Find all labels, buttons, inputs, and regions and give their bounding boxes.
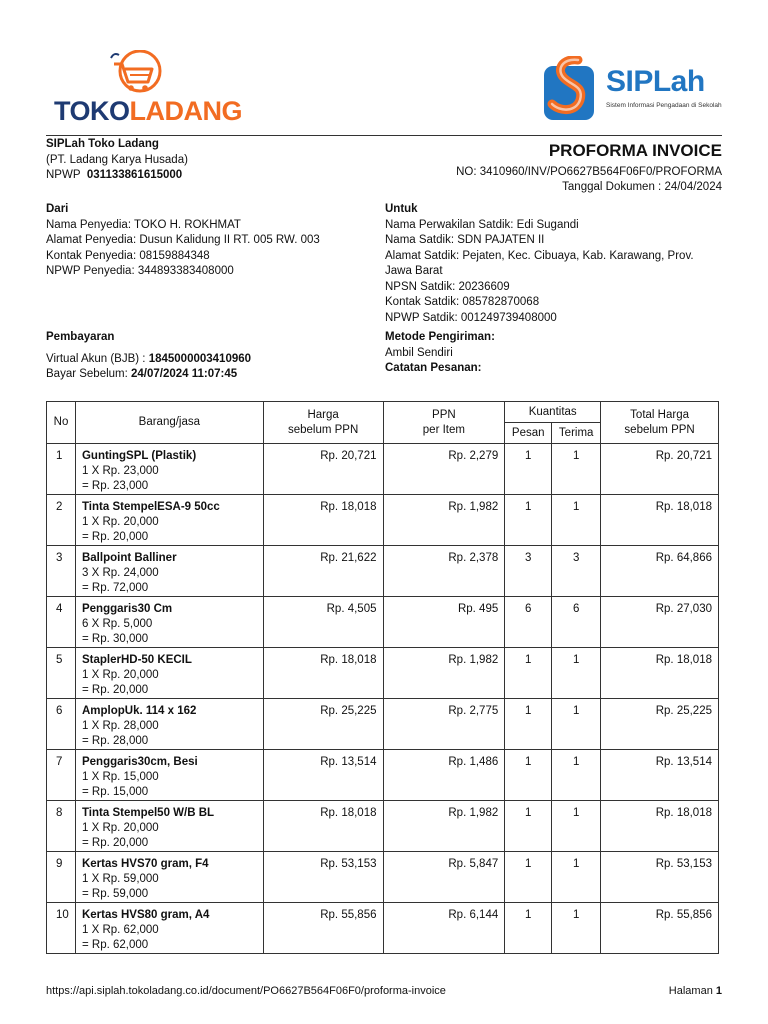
row-no: 5 bbox=[47, 648, 76, 699]
header-ppn: PPN per Item bbox=[383, 402, 505, 444]
row-received: 1 bbox=[552, 750, 601, 801]
seller-name: SIPLah Toko Ladang bbox=[46, 138, 159, 150]
pay-before: Bayar Sebelum: 24/07/2024 11:07:45 bbox=[46, 368, 238, 380]
row-ordered: 1 bbox=[505, 903, 552, 954]
row-item bbox=[75, 801, 263, 852]
item-qty-line: 1 X Rp. 28,000 bbox=[81, 720, 159, 732]
row-received: 1 bbox=[552, 903, 601, 954]
table-row bbox=[47, 444, 719, 495]
item-sum-line: = Rp. 30,000 bbox=[81, 633, 149, 645]
page-number: Halaman 1 bbox=[668, 985, 722, 997]
row-no: 1 bbox=[47, 444, 76, 495]
table-row bbox=[47, 750, 719, 801]
item-qty-line: 6 X Rp. 5,000 bbox=[81, 618, 153, 630]
row-ordered: 1 bbox=[505, 750, 552, 801]
item-qty-line: 1 X Rp. 20,000 bbox=[81, 516, 159, 528]
item-name: Ballpoint Balliner bbox=[81, 552, 177, 564]
row-ppn: Rp. 2,378 bbox=[383, 546, 505, 597]
row-ordered: 1 bbox=[505, 699, 552, 750]
row-ppn: Rp. 1,982 bbox=[383, 495, 505, 546]
row-price: Rp. 55,856 bbox=[263, 903, 383, 954]
row-no: 2 bbox=[47, 495, 76, 546]
to-line: NPSN Satdik: 20236609 bbox=[385, 280, 510, 293]
item-sum-line: = Rp. 20,000 bbox=[81, 837, 149, 849]
item-name: Tinta StempelESA-9 50cc bbox=[81, 501, 220, 513]
seller-npwp: NPWP 031133861615000 bbox=[46, 169, 183, 181]
row-ordered: 1 bbox=[505, 444, 552, 495]
table-row bbox=[47, 597, 719, 648]
item-name: Kertas HVS70 gram, F4 bbox=[81, 858, 209, 870]
item-qty-line: 1 X Rp. 20,000 bbox=[81, 669, 159, 681]
row-total: Rp. 53,153 bbox=[601, 852, 719, 903]
shipping-heading: Metode Pengiriman: bbox=[385, 331, 495, 343]
from-line: NPWP Penyedia: 344893383408000 bbox=[46, 265, 234, 277]
header-total: Total Harga sebelum PPN bbox=[601, 402, 719, 444]
row-ordered: 1 bbox=[505, 648, 552, 699]
tokoladang-wordmark: TOKOLADANG bbox=[54, 96, 243, 126]
item-sum-line: = Rp. 62,000 bbox=[81, 939, 149, 951]
row-ordered: 3 bbox=[505, 546, 552, 597]
row-total: Rp. 64,866 bbox=[601, 546, 719, 597]
row-ppn: Rp. 1,486 bbox=[383, 750, 505, 801]
to-heading: Untuk bbox=[385, 203, 418, 215]
table-row bbox=[47, 546, 719, 597]
row-no: 7 bbox=[47, 750, 76, 801]
row-ordered: 6 bbox=[505, 597, 552, 648]
items-table bbox=[46, 401, 719, 954]
row-total: Rp. 18,018 bbox=[601, 648, 719, 699]
row-no: 8 bbox=[47, 801, 76, 852]
to-line: Nama Perwakilan Satdik: Edi Sugandi bbox=[385, 218, 579, 231]
row-no: 4 bbox=[47, 597, 76, 648]
item-name: StaplerHD-50 KECIL bbox=[81, 654, 192, 666]
siplah-logo bbox=[540, 56, 730, 128]
row-no: 9 bbox=[47, 852, 76, 903]
row-no: 10 bbox=[47, 903, 76, 954]
from-line: Kontak Penyedia: 08159884348 bbox=[46, 249, 210, 262]
row-received: 6 bbox=[552, 597, 601, 648]
header-price: Harga sebelum PPN bbox=[263, 402, 383, 444]
row-received: 1 bbox=[552, 444, 601, 495]
item-sum-line: = Rp. 20,000 bbox=[81, 684, 149, 696]
seller-company: (PT. Ladang Karya Husada) bbox=[46, 153, 188, 166]
invoice-number: NO: 3410960/INV/PO6627B564F06F0/PROFORMA bbox=[456, 166, 722, 178]
row-price: Rp. 13,514 bbox=[263, 750, 383, 801]
item-qty-line: 3 X Rp. 24,000 bbox=[81, 567, 159, 579]
order-notes-heading: Catatan Pesanan: bbox=[385, 362, 482, 374]
header-received: Terima bbox=[552, 423, 601, 444]
item-sum-line: = Rp. 59,000 bbox=[81, 888, 149, 900]
row-item bbox=[75, 597, 263, 648]
item-sum-line: = Rp. 23,000 bbox=[81, 480, 149, 492]
row-ppn: Rp. 1,982 bbox=[383, 648, 505, 699]
shipping-section bbox=[385, 330, 495, 377]
row-received: 1 bbox=[552, 852, 601, 903]
row-total: Rp. 20,721 bbox=[601, 444, 719, 495]
to-line: Nama Satdik: SDN PAJATEN II bbox=[385, 234, 545, 246]
to-section bbox=[385, 202, 694, 326]
document-url: https://api.siplah.tokoladang.co.id/document/PO6627B564F06F0/proforma-invoice bbox=[46, 985, 446, 997]
row-ppn: Rp. 2,775 bbox=[383, 699, 505, 750]
header-no: No bbox=[47, 402, 76, 444]
table-row bbox=[47, 903, 719, 954]
item-qty-line: 1 X Rp. 62,000 bbox=[81, 924, 159, 936]
row-ppn: Rp. 495 bbox=[383, 597, 505, 648]
row-item bbox=[75, 648, 263, 699]
item-qty-line: 1 X Rp. 23,000 bbox=[81, 465, 159, 477]
siplah-brand: SIPLah bbox=[606, 65, 705, 98]
row-received: 1 bbox=[552, 801, 601, 852]
row-received: 1 bbox=[552, 495, 601, 546]
item-sum-line: = Rp. 72,000 bbox=[81, 582, 149, 594]
to-line: Kontak Satdik: 085782870068 bbox=[385, 296, 540, 308]
row-item bbox=[75, 852, 263, 903]
row-item bbox=[75, 444, 263, 495]
shipping-method: Ambil Sendiri bbox=[385, 346, 453, 359]
item-qty-line: 1 X Rp. 20,000 bbox=[81, 822, 159, 834]
row-ppn: Rp. 6,144 bbox=[383, 903, 505, 954]
row-received: 1 bbox=[552, 699, 601, 750]
header-divider bbox=[46, 135, 722, 136]
table-row bbox=[47, 495, 719, 546]
to-line: Jawa Barat bbox=[385, 265, 443, 277]
item-sum-line: = Rp. 15,000 bbox=[81, 786, 149, 798]
virtual-account: Virtual Akun (BJB) : 1845000003410960 bbox=[46, 352, 252, 365]
row-item bbox=[75, 750, 263, 801]
seller-info bbox=[46, 137, 188, 184]
item-name: Penggaris30 Cm bbox=[81, 603, 173, 615]
row-ordered: 1 bbox=[505, 495, 552, 546]
row-received: 3 bbox=[552, 546, 601, 597]
row-no: 6 bbox=[47, 699, 76, 750]
item-name: Tinta Stempel50 W/B BL bbox=[81, 807, 215, 819]
tokoladang-logo bbox=[52, 48, 243, 130]
row-item bbox=[75, 546, 263, 597]
row-price: Rp. 4,505 bbox=[263, 597, 383, 648]
row-price: Rp. 53,153 bbox=[263, 852, 383, 903]
header-item: Barang/jasa bbox=[75, 402, 263, 444]
row-no: 3 bbox=[47, 546, 76, 597]
row-total: Rp. 55,856 bbox=[601, 903, 719, 954]
header-ordered: Pesan bbox=[505, 423, 552, 444]
invoice-title: PROFORMA INVOICE bbox=[548, 141, 722, 160]
siplah-tagline: Sistem Informasi Pengadaan di Sekolah bbox=[606, 102, 722, 109]
row-price: Rp. 18,018 bbox=[263, 495, 383, 546]
row-price: Rp. 25,225 bbox=[263, 699, 383, 750]
to-line: Alamat Satdik: Pejaten, Kec. Cibuaya, Kab. Karawang, Prov. bbox=[385, 249, 694, 262]
row-item bbox=[75, 699, 263, 750]
row-total: Rp. 18,018 bbox=[601, 801, 719, 852]
row-total: Rp. 27,030 bbox=[601, 597, 719, 648]
item-qty-line: 1 X Rp. 59,000 bbox=[81, 873, 159, 885]
siplah-mark-icon bbox=[540, 56, 602, 126]
row-price: Rp. 21,622 bbox=[263, 546, 383, 597]
invoice-date: Tanggal Dokumen : 24/04/2024 bbox=[562, 181, 722, 193]
row-ordered: 1 bbox=[505, 801, 552, 852]
item-sum-line: = Rp. 20,000 bbox=[81, 531, 149, 543]
row-item bbox=[75, 903, 263, 954]
item-name: AmplopUk. 114 x 162 bbox=[81, 705, 197, 717]
row-received: 1 bbox=[552, 648, 601, 699]
table-row bbox=[47, 699, 719, 750]
row-price: Rp. 18,018 bbox=[263, 801, 383, 852]
row-ordered: 1 bbox=[505, 852, 552, 903]
shopping-cart-icon bbox=[108, 50, 164, 96]
item-name: Kertas HVS80 gram, A4 bbox=[81, 909, 210, 921]
row-total: Rp. 25,225 bbox=[601, 699, 719, 750]
row-price: Rp. 20,721 bbox=[263, 444, 383, 495]
row-item bbox=[75, 495, 263, 546]
header-quantity: Kuantitas bbox=[505, 402, 601, 423]
from-line: Alamat Penyedia: Dusun Kalidung II RT. 005 RW. 003 bbox=[46, 234, 320, 246]
from-section bbox=[46, 202, 320, 280]
from-heading: Dari bbox=[46, 203, 69, 215]
table-row bbox=[47, 801, 719, 852]
row-total: Rp. 18,018 bbox=[601, 495, 719, 546]
item-qty-line: 1 X Rp. 15,000 bbox=[81, 771, 159, 783]
from-line: Nama Penyedia: TOKO H. ROKHMAT bbox=[46, 218, 241, 231]
row-ppn: Rp. 2,279 bbox=[383, 444, 505, 495]
table-row bbox=[47, 852, 719, 903]
row-price: Rp. 18,018 bbox=[263, 648, 383, 699]
payment-section bbox=[46, 330, 251, 383]
row-total: Rp. 13,514 bbox=[601, 750, 719, 801]
item-name: GuntingSPL (Plastik) bbox=[81, 450, 197, 462]
to-line: NPWP Satdik: 001249739408000 bbox=[385, 311, 557, 324]
table-row bbox=[47, 648, 719, 699]
item-name: Penggaris30cm, Besi bbox=[81, 756, 198, 768]
payment-heading: Pembayaran bbox=[46, 331, 115, 343]
row-ppn: Rp. 5,847 bbox=[383, 852, 505, 903]
row-ppn: Rp. 1,982 bbox=[383, 801, 505, 852]
item-sum-line: = Rp. 28,000 bbox=[81, 735, 149, 747]
